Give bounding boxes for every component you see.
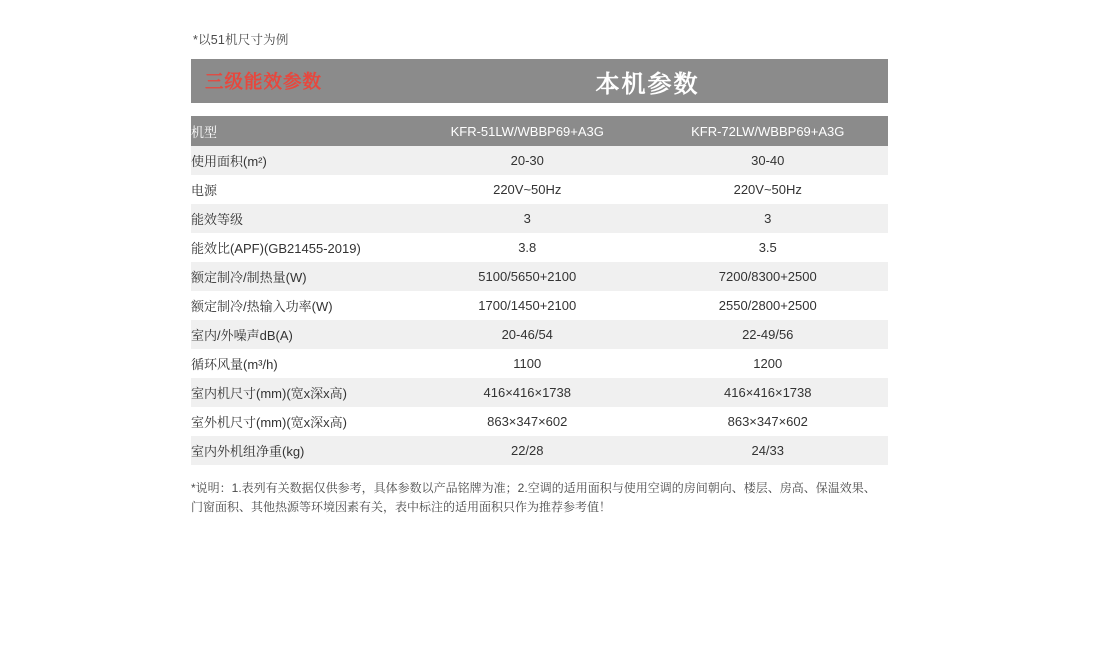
efficiency-label-cell	[191, 59, 407, 103]
footnote-line-2: 门窗面积、其他热源等环境因素有关，表中标注的适用面积只作为推荐参考值！	[191, 499, 612, 514]
row-label: 室内外机组净重(kg)	[191, 436, 407, 465]
row-label: 额定制冷/热输入功率(W)	[191, 291, 407, 320]
row-label: 电源	[191, 175, 407, 204]
table-row	[191, 233, 888, 262]
column-header-model-1: KFR-51LW/WBBP69+A3G	[407, 116, 648, 146]
header-bar	[191, 59, 888, 103]
spec-sheet	[191, 30, 888, 516]
column-header-model-2: KFR-72LW/WBBP69+A3G	[648, 116, 889, 146]
row-value-2: 30-40	[648, 146, 889, 175]
page-title: 本机参数	[595, 70, 700, 98]
specifications-table	[191, 116, 888, 465]
row-value-1: 416×416×1738	[407, 378, 648, 407]
page-title-cell	[407, 59, 888, 103]
row-value-2: 22-49/56	[648, 320, 889, 349]
row-value-2: 24/33	[648, 436, 889, 465]
row-value-1: 3	[407, 204, 648, 233]
row-value-1: 863×347×602	[407, 407, 648, 436]
row-value-2: 863×347×602	[648, 407, 889, 436]
table-row	[191, 291, 888, 320]
row-label: 额定制冷/制热量(W)	[191, 262, 407, 291]
table-row	[191, 204, 888, 233]
row-value-1: 5100/5650+2100	[407, 262, 648, 291]
row-value-1: 20-46/54	[407, 320, 648, 349]
footnote	[191, 479, 888, 516]
row-value-1: 220V~50Hz	[407, 175, 648, 204]
table-row	[191, 262, 888, 291]
row-label: 室内机尺寸(mm)(宽x深x高)	[191, 378, 407, 407]
row-value-1: 3.8	[407, 233, 648, 262]
table-row	[191, 407, 888, 436]
row-value-2: 3.5	[648, 233, 889, 262]
row-value-2: 3	[648, 204, 889, 233]
row-label: 使用面积(m²)	[191, 146, 407, 175]
table-row	[191, 146, 888, 175]
row-label: 循环风量(m³/h)	[191, 349, 407, 378]
table-row	[191, 378, 888, 407]
table-row	[191, 436, 888, 465]
efficiency-label: 三级能效参数	[205, 71, 323, 92]
row-label: 室外机尺寸(mm)(宽x深x高)	[191, 407, 407, 436]
row-value-1: 20-30	[407, 146, 648, 175]
row-value-2: 7200/8300+2500	[648, 262, 889, 291]
table-row	[191, 175, 888, 204]
table-row	[191, 349, 888, 378]
row-value-1: 22/28	[407, 436, 648, 465]
row-value-1: 1700/1450+2100	[407, 291, 648, 320]
row-label: 能效比(APF)(GB21455-2019)	[191, 233, 407, 262]
table-row	[191, 320, 888, 349]
row-value-2: 416×416×1738	[648, 378, 889, 407]
column-header-model: 机型	[191, 116, 407, 146]
row-value-2: 1200	[648, 349, 889, 378]
row-value-2: 220V~50Hz	[648, 175, 889, 204]
table-header-row	[191, 116, 888, 146]
row-label: 室内/外噪声dB(A)	[191, 320, 407, 349]
footnote-line-1: *说明：1.表列有关数据仅供参考，具体参数以产品铭牌为准；2.空调的适用面积与使用空调的房间朝向、楼层、房高、保温效果、	[191, 481, 876, 495]
top-note: *以51机尺寸为例	[193, 33, 289, 47]
row-value-2: 2550/2800+2500	[648, 291, 889, 320]
row-value-1: 1100	[407, 349, 648, 378]
row-label: 能效等级	[191, 204, 407, 233]
